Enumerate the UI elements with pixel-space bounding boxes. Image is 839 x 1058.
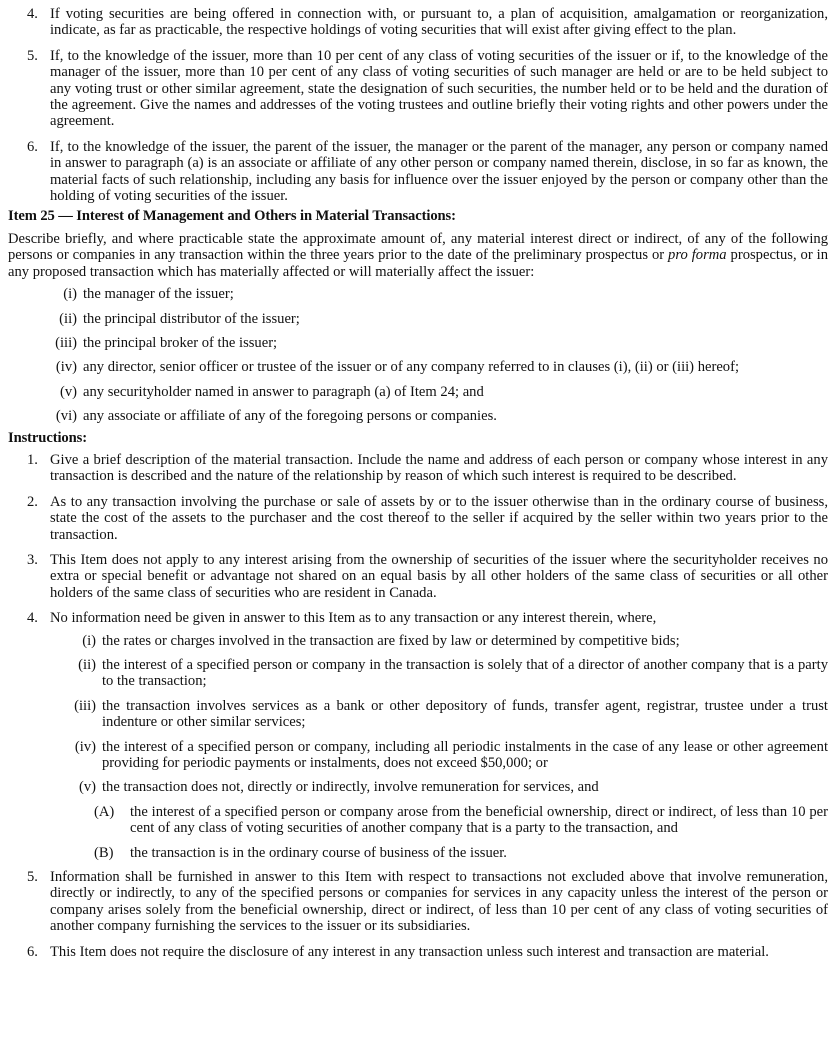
sub-item-v-list xyxy=(82,804,828,861)
item-number: 2. xyxy=(27,493,38,510)
sub-item-text: the interest of a specified person or company, including all periodic instalments in the case of any lease or other agreement providing for periodic payments or instalments, does not exceed $50,000; or xyxy=(102,738,828,772)
sub-item-number: (iv) xyxy=(74,738,96,755)
item-text: If, to the knowledge of the issuer, the parent of the issuer, the manager or the parent of the manager, any person or company named in answer to paragraph (a) is an associate or affiliate of any other person or company named therein, disclose, in so far as known, the material facts of such relationship, including any basis for influence over the issuer enjoyed by the person or company other than the holding of voting securities of the issuer. xyxy=(50,138,828,205)
sub-item xyxy=(50,657,828,690)
sub-item xyxy=(50,633,828,649)
item-number: 4. xyxy=(27,6,38,22)
item-text: This Item does not apply to any interest arising from the ownership of securities of the issuer where the securityholder receives no extra or special benefit or advantage not shared on an equal basis by all other holders of the same class of securities or all other holders of the same class of securities who are resident in Canada. xyxy=(50,551,828,601)
item-number: 5. xyxy=(27,47,38,64)
intro-text-2: prospectus, or in any proposed transaction which has materially affected or will materially affect the issuer: xyxy=(8,247,828,280)
instruction-item xyxy=(8,494,828,543)
clause-number: (iv) xyxy=(55,359,77,376)
sub-item xyxy=(50,779,828,795)
clause-number: (ii) xyxy=(59,310,77,327)
clause-text: the manager of the issuer; xyxy=(83,286,234,303)
sub-item-number: (v) xyxy=(78,779,96,796)
clause-number: (vi) xyxy=(55,408,77,425)
instruction-item xyxy=(8,944,828,960)
clause-text: the principal broker of the issuer; xyxy=(83,334,278,351)
sub-item-text: the rates or charges involved in the transaction are fixed by law or determined by competitive bids; xyxy=(102,632,680,649)
alpha-item-letter: (B) xyxy=(94,844,114,861)
list-item xyxy=(8,48,828,130)
instruction-4-sublist xyxy=(50,633,828,861)
clause-text: the principal distributor of the issuer; xyxy=(83,310,300,327)
sub-item xyxy=(50,739,828,772)
item-text: No information need be given in answer to this Item as to any transaction or any interest therein, where, xyxy=(50,610,657,627)
item25-intro xyxy=(8,231,828,280)
sub-item-number: (iii) xyxy=(74,697,96,714)
list-item xyxy=(8,6,828,39)
sub-item-text: the transaction involves services as a bank or other depository of funds, transfer agent, registrar, trustee under a trust indenture or other similar services; xyxy=(102,697,828,731)
clause-number: (v) xyxy=(59,383,77,400)
item-number: 5. xyxy=(27,869,38,886)
item-text: Information shall be furnished in answer to this Item with respect to transactions not excluded above that involve remuneration, directly or indirectly, to any of the specified persons or companies for services in any capacity unless the interest of the person or company arises solely from the beneficial ownership, direct or indirect, of less than 10 per cent of any class of voting securities of another company furnishing the services to the issuer or its subsidiaries. xyxy=(50,869,828,935)
instructions-list xyxy=(8,452,828,960)
instruction-item xyxy=(8,610,828,626)
item-text: As to any transaction involving the purchase or sale of assets by or to the issuer otherwise than in the ordinary course of business, state the cost of the assets to the purchaser and the cost thereof to the seller if acquired by the seller within two years prior to the transaction. xyxy=(50,493,828,543)
clause-item xyxy=(8,286,828,302)
instruction-item xyxy=(8,452,828,485)
sub-item-number: (ii) xyxy=(78,657,96,673)
instructions-heading: Instructions: xyxy=(8,429,87,446)
clause-number: (i) xyxy=(63,286,77,303)
clause-item xyxy=(8,335,828,351)
clause-text: any director, senior officer or trustee of the issuer or of any company referred to in clauses (i), (ii) or (iii) hereof; xyxy=(83,359,740,376)
clause-number: (iii) xyxy=(55,334,77,351)
item-text: If, to the knowledge of the issuer, more than 10 per cent of any class of voting securities of the issuer or if, to the knowledge of the manager of the issuer, more than 10 per cent of any class of voting securities of such manager are held or are to be held subject to any voting trust or other similar agreement, state the designation of such securities, the number held or to be held and the duration of the agreement. Give the names and addresses of the voting trustees and outline briefly their voting rights and other powers under the agreement. xyxy=(50,47,828,130)
alpha-item xyxy=(82,804,828,837)
sub-item-text: the transaction does not, directly or indirectly, involve remuneration for services, and xyxy=(102,779,599,796)
alpha-item-text: the transaction is in the ordinary course of business of the issuer. xyxy=(130,844,507,861)
clause-item xyxy=(8,384,828,400)
intro-italic: pro forma xyxy=(668,247,727,264)
list-item xyxy=(8,139,828,205)
item-number: 3. xyxy=(27,551,38,568)
sub-item-text: the interest of a specified person or company in the transaction is solely that of a director of another company that is a party to the transaction; xyxy=(102,657,828,690)
item25-clauses xyxy=(8,286,828,424)
clause-item xyxy=(8,311,828,327)
item-text: Give a brief description of the material transaction. Include the name and address of each person or company whose interest in any transaction is described and the nature of the relationship by reason of which such interest is required to be described. xyxy=(50,451,828,485)
clause-item xyxy=(8,359,828,375)
intro-text-1: Describe briefly, and where practicable state the approximate amount of, any material interest direct or indirect, of any of the following persons or companies in any transaction within the three years prior to the date of the preliminary prospectus or xyxy=(8,230,828,264)
item-number: 6. xyxy=(27,943,38,960)
sub-item xyxy=(50,698,828,731)
item-text: If voting securities are being offered in connection with, or pursuant to, a plan of acquisition, amalgamation or reorganization, indicate, as far as practicable, the respective holdings of voting securities that will exist after giving effect to the plan. xyxy=(50,6,828,39)
alpha-item-letter: (A) xyxy=(94,803,115,820)
clause-item xyxy=(8,408,828,424)
instruction-item xyxy=(8,552,828,601)
instruction-item xyxy=(8,869,828,935)
item25-heading: Item 25 — Interest of Management and Others in Material Transactions: xyxy=(8,208,456,225)
item-number: 1. xyxy=(27,451,38,468)
item24-continued-list xyxy=(8,6,828,204)
item-number: 6. xyxy=(27,138,38,155)
alpha-item-text: the interest of a specified person or company arose from the beneficial ownership, direct or indirect, of less than 10 per cent of any class of voting securities of another company that is a party to the transaction, and xyxy=(130,803,828,837)
item-text: This Item does not require the disclosure of any interest in any transaction unless such interest and transaction are material. xyxy=(50,943,769,960)
sub-item-number: (i) xyxy=(82,632,96,649)
alpha-item xyxy=(82,845,828,861)
clause-text: any associate or affiliate of any of the foregoing persons or companies. xyxy=(83,408,497,425)
item-number: 4. xyxy=(27,610,38,627)
clause-text: any securityholder named in answer to paragraph (a) of Item 24; and xyxy=(83,383,484,400)
